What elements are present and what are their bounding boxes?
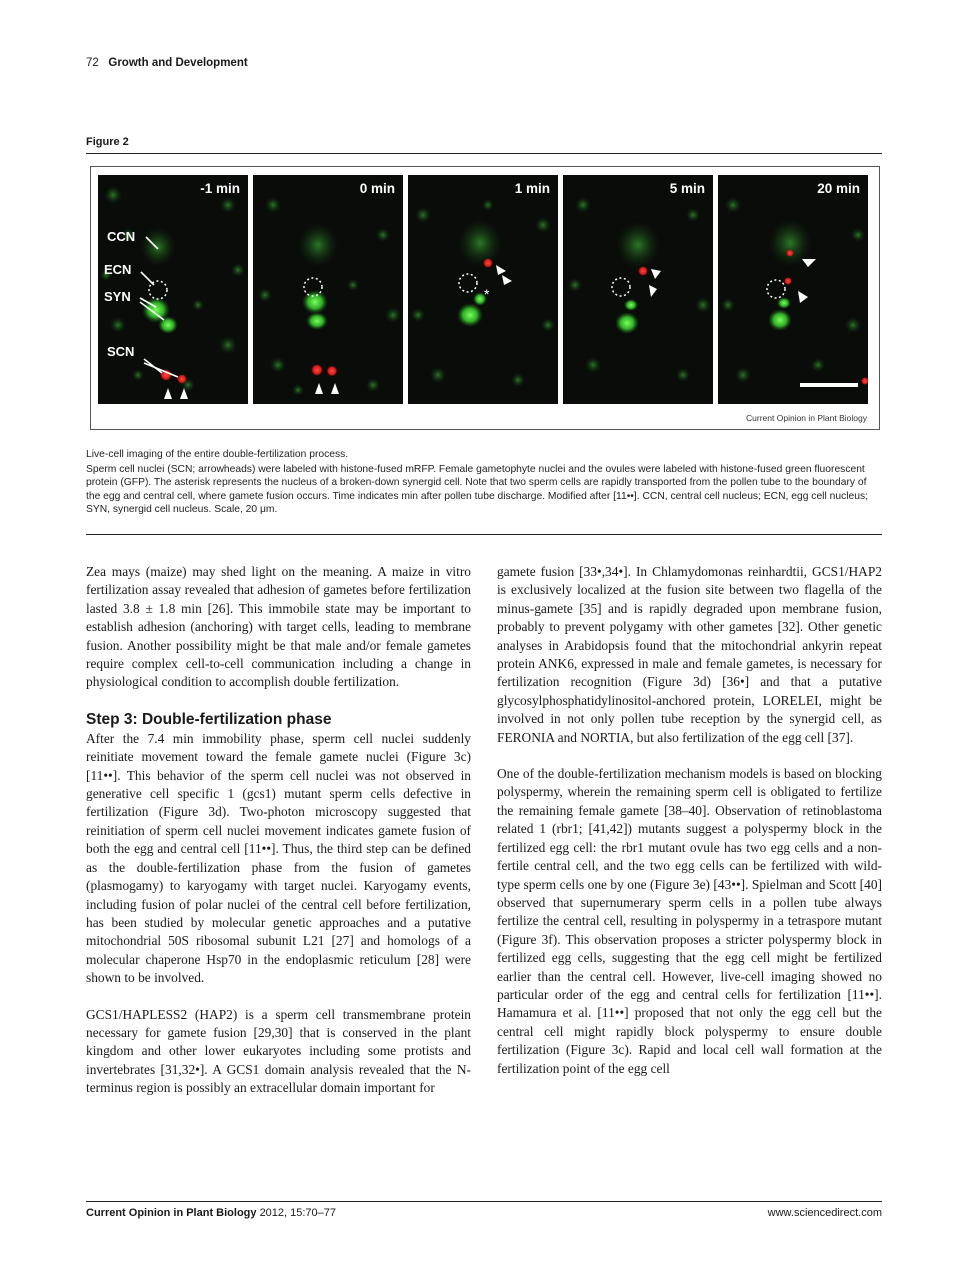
figure-panel-4 [563, 175, 713, 404]
figure-caption [86, 448, 882, 517]
label-scn: SCN [107, 344, 135, 359]
left-paragraph-1: Zea mays (maize) may shed light on the meaning. A maize in vitro fertilization assay revealed that adhesion of gametes before fertilization lasted 3.8 ± 1.8 min [26]. This immobile state may be important to establish adhesion (anchoring) with target cells, leading to membrane fusion. Another possibility might be that male and/or female gametes require complex cell-to-cell communication including a change in physiological condition to accomplish double fertilization. [86, 564, 471, 690]
label-syn: SYN [104, 289, 131, 304]
asterisk-marker: * [484, 286, 490, 302]
right-paragraph-2: One of the double-fertilization mechanism models is based on blocking polyspermy, wherein the remaining sperm cell is obligated to fertilize the remaining female gamete [38–40]. Observation of retinoblastoma related 1 (rbr1; [41,42]) mutants suggest a polyspermy block in the fertilized egg cell: the rbr1 mutant ovule has two egg cells and a non-fertile central cell, and the two egg cells can be fertilized with wild-type sperm cells one by one (Figure 3e) [43••]. Spielman and Scott [40] observed that supernumerary sperm cells in a pollen tube always fertilize the central cell, resulting in polyspermy in a tetraspore mutant (Figure 3f). This observation proposes a stricter polyspermy block in fertilized egg cells, suggesting that the egg cell might be fertilized earlier than the central cell. However, live-cell imaging showed no particular order of the egg and central cells for fertilization [11••]. Hamamura et al. [11••] proposed that not only the egg cell but the central cell might rapidly block polyspermy to ensure double fertilization (Figure 3c). Rapid and local cell wall formation at the fertilization point of the egg cell [497, 766, 882, 1076]
left-paragraph-2: After the 7.4 min immobility phase, sperm cell nuclei suddenly reinitiate movement toward the female gamete nuclei (Figure 3c) [11••]. This behavior of the sperm cell nuclei was not observed in generative cell specific 1 (gcs1) mutant sperm cells defective in fertilization (Figure 3d). Two-photon microscopy suggested that reinitiation of sperm cell nuclei movement indicates gamete fusion of both the egg and central cell [11••]. Thus, the third step can be defined as the double-fertilization phase from the fusion of gametes (plasmogamy) to karyogamy with target nuclei. Karyogamy events, including fusion of polar nuclei of the central cell before fertilization, has been studied by molecular genetic approaches and a putative mitochondrial 50S ribosomal subunit L21 [27] and homologs of a molecular chaperone Hsp70 in the endoplasmic reticulum [28] were shown to be involved. [86, 730, 471, 986]
micrograph-5 [718, 175, 868, 404]
micrograph-4 [563, 175, 713, 404]
caption-body: Sperm cell nuclei (SCN; arrowheads) were labeled with histone-fused mRFP. Female gametophyte nuclei and the ovules were labeled with histone-fused green fluorescent protein (GFP). The asterisk represents the nucleus of a broken-down synergid cell. Note that two sperm cells are rapidly transported from the pollen tube to the boundary of the egg and central cell, where gamete fusion occurs. Time indicates min after pollen tube discharge. Modified after [11••]. CCN, central cell nucleus; ECN, egg cell nucleus; SYN, synergid cell nucleus. Scale, 20 μm. [86, 463, 868, 516]
footer-rule [86, 1201, 882, 1202]
micrograph-3 [408, 175, 558, 404]
section-title: Growth and Development [108, 57, 248, 69]
caption-bottom-rule [86, 534, 882, 535]
micrograph-1 [98, 175, 248, 404]
figure-label: Figure 2 [86, 136, 129, 148]
micrograph-2 [253, 175, 403, 404]
figure-panel-3 [408, 175, 558, 404]
left-column [86, 563, 471, 1098]
left-paragraph-3: GCS1/HAPLESS2 (HAP2) is a sperm cell transmembrane protein necessary for gamete fusion [29,30] that is conserved in the plant kingdom and other lower eukaryotes including some protists and invertebrates [31,32•]. A GCS1 domain analysis revealed that the N-terminus region is possibly an extracellular domain important for [86, 1006, 471, 1096]
right-paragraph-1: gamete fusion [33•,34•]. In Chlamydomonas reinhardtii, GCS1/HAP2 is exclusively localized at the fusion site between two flagella of the minus-gamete [35] and is rapidly degraded upon membrane fusion, probably to prevent polygamy with other gametes [32]. Other genetic analyses in Arabidopsis found that the mitochondrial ankyrin repeat protein ANK6, expressed in male and female gametes, is necessary for fertilization recognition (Figure 3d) [36•] and that a putative glycosylphosphatidylinositol-anchored protein, LORELEI, might be involved in not only pollen tube reception by the synergid cell, as FERONIA and NORTIA, but also fertilization of the egg cell [37]. [497, 564, 882, 745]
running-head [86, 57, 248, 69]
right-column [497, 563, 882, 1078]
panel-time-1: -1 min [200, 181, 240, 196]
figure-image [90, 166, 880, 430]
panel-time-3: 1 min [514, 181, 550, 196]
footer-citation [86, 1207, 336, 1219]
figure-panels [98, 175, 868, 404]
figure-panel-5 [718, 175, 868, 404]
page-number: 72 [86, 57, 99, 69]
section-heading: Step 3: Double-fertilization phase [86, 710, 332, 728]
caption-title: Live-cell imaging of the entire double-fertilization process. [86, 449, 349, 460]
panel-time-2: 0 min [359, 181, 395, 196]
footer-journal: Current Opinion in Plant Biology [86, 1207, 257, 1219]
panel-time-4: 5 min [669, 181, 705, 196]
scale-bar [800, 383, 858, 387]
footer-volume: 2012, 15:70–77 [259, 1207, 337, 1219]
figure-panel-2 [253, 175, 403, 404]
figure-panel-1 [98, 175, 248, 404]
footer-url: www.sciencedirect.com [767, 1207, 882, 1219]
figure-source: Current Opinion in Plant Biology [746, 413, 867, 423]
label-ccn: CCN [107, 229, 136, 244]
label-ecn: ECN [104, 262, 132, 277]
figure-top-rule [86, 153, 882, 154]
panel-time-5: 20 min [817, 181, 860, 196]
